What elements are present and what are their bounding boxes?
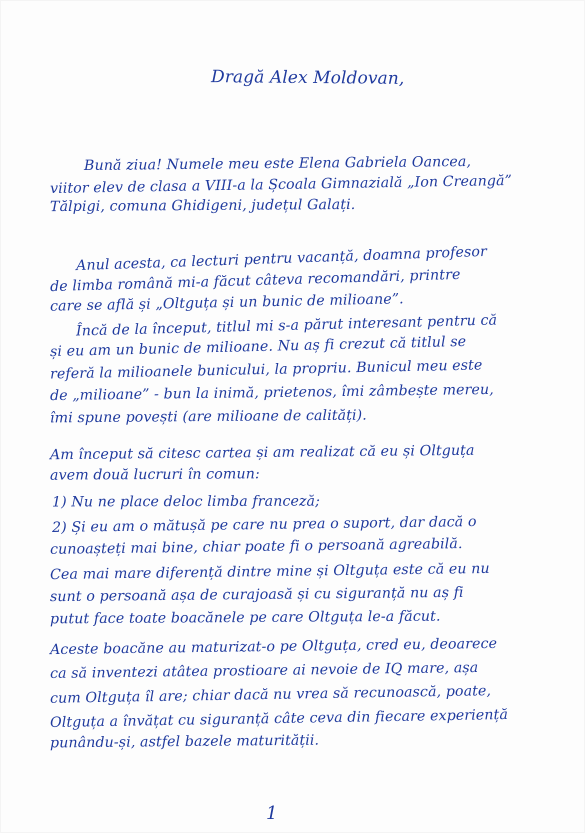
letter-line: Am început să citesc cartea și am realizat că eu și Oltguța <box>49 442 475 464</box>
letter-line: care se află și „Oltguța și un bunic de milioane”. <box>49 291 404 315</box>
letter-line: Tălpigi, comuna Ghidigeni, județul Galați. <box>49 196 356 216</box>
letter-line: cum Oltguța îl are; chiar dacă nu vrea să recunoască, poate, <box>49 683 492 707</box>
letter-greeting: Dragă Alex Moldovan, <box>210 67 405 89</box>
letter-line: îmi spune povești (are milioane de calități). <box>49 407 367 427</box>
letter-line: cunoașteți mai bine, chiar poate fi o persoană agreabilă. <box>49 536 463 558</box>
letter-line: 1) Nu ne place deloc limba franceză; <box>51 493 321 511</box>
letter-line: de „milioane” - bun la inimă, prietenos, îmi zâmbește mereu, <box>49 381 494 405</box>
letter-line: referă la milioanele bunicului, la propriu. Bunicul meu este <box>49 357 483 383</box>
letter-line: Aceste boacăne au maturizat-o pe Oltguța, cred eu, deoarece <box>49 635 498 659</box>
letter-line: Bună ziua! Numele meu este Elena Gabriela Oancea, <box>83 153 472 175</box>
letter-line: Încă de la început, titlul mi s-a părut interesant pentru că <box>75 312 498 340</box>
letter-line: Cea mai mare diferență dintre mine și Oltguța este că eu nu <box>49 560 490 584</box>
letter-line: sunt o persoană așa de curajoasă și cu siguranță nu aș fi <box>49 584 464 606</box>
letter-line: avem două lucruri în comun: <box>49 466 260 484</box>
letter-line: punându-și, astfel bazele maturității. <box>49 732 320 752</box>
letter-line: ca să inventezi atâtea prostioare ai nevoie de IQ mare, așa <box>49 660 479 682</box>
page-number: 1 <box>266 803 278 824</box>
letter-line: Oltguța a învățat cu siguranță câte ceva din fiecare experiență <box>49 707 509 731</box>
letter-line: de limba română mi-a făcut câteva recomandări, printre <box>49 266 461 296</box>
letter-line: și eu am un bunic de milioane. Nu aș fi crezut că titlul se <box>49 333 467 361</box>
letter-line: viitor elev de clasa a VIII-a la Școala Gimnazială „Ion Creangă” <box>49 172 513 198</box>
letter-line: Anul acesta, ca lecturi pentru vacanță, doamna profesor <box>75 243 488 275</box>
letter-line: putut face toate boacănele pe care Oltguța le-a făcut. <box>49 608 441 628</box>
letter-line: 2) Și eu am o mătușă pe care nu prea o suport, dar dacă o <box>51 514 477 536</box>
